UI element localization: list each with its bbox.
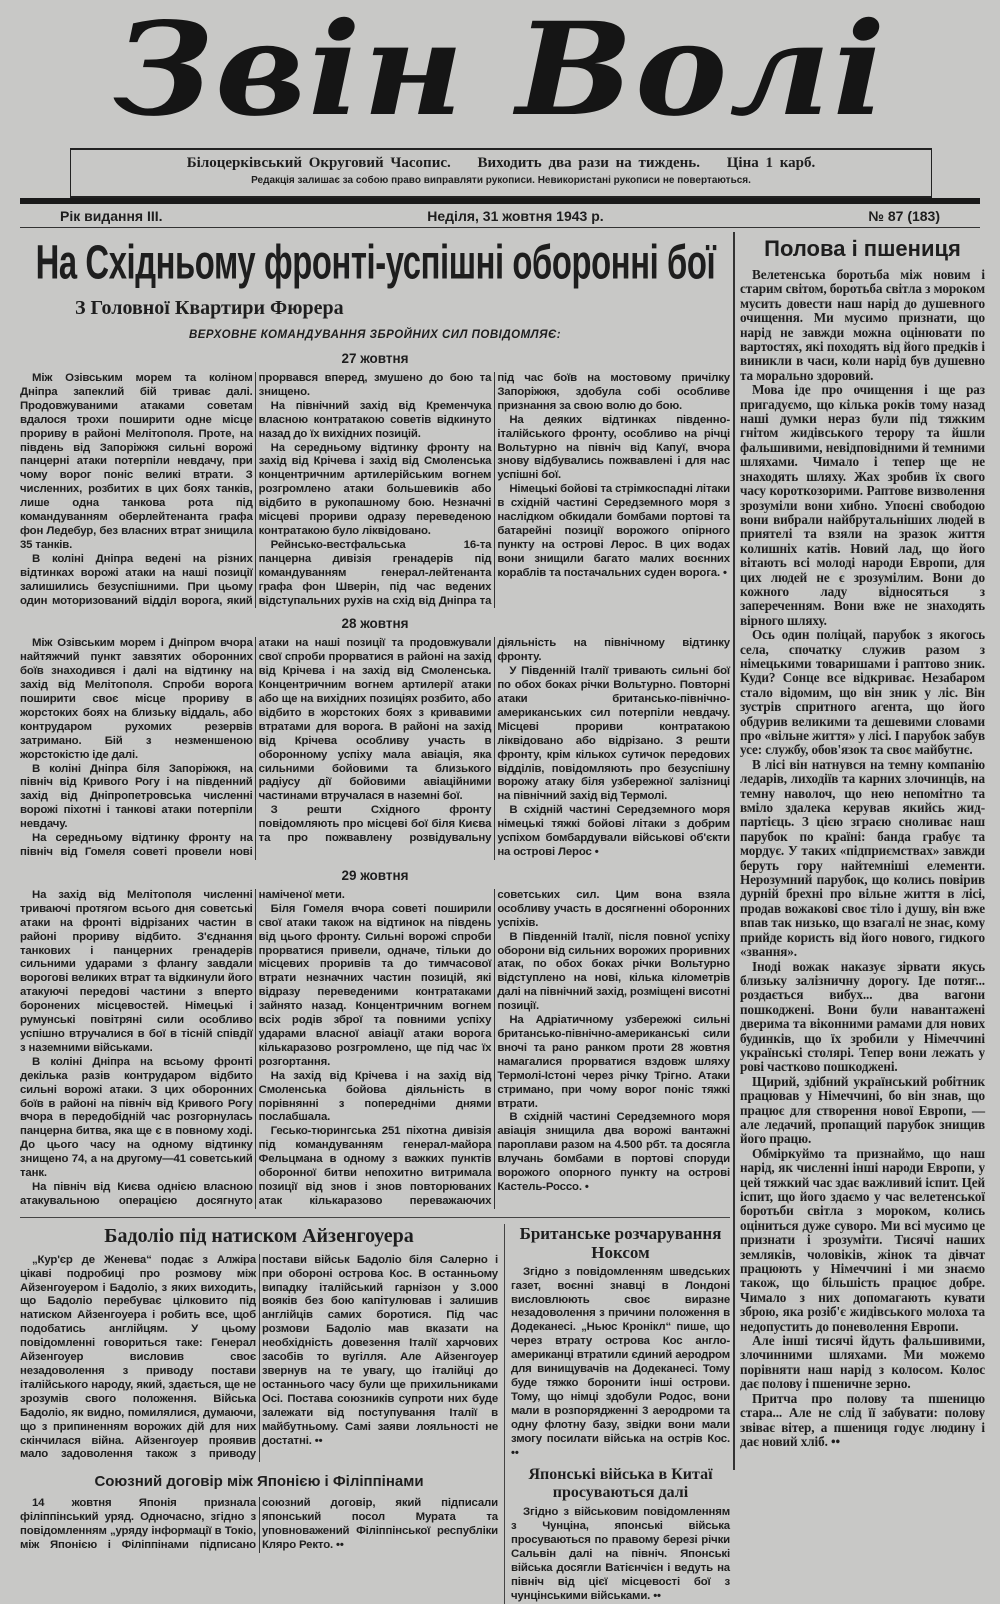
paragraph: На середньому відтинку фронту на північ від Гомеля советі провели нові атаки на наші позиції та продовжували свої спроби прорватися в районі на захід від Крічева і на захід від Смоленська. Концентричним вогнем артилерії атаки або ще на вихідних позиціях розбито, або відбито в жорстоких боях з кривавими втратами для ворога. В районі на захід від Крічева особливу участь в оборонному успіху мала авіація, яка сильними бойовими та близького радіусу дії бойовими авіаційними частинами втручалася в наземні бої.: [20, 637, 492, 858]
subheadline: З Головної Квартири Фюрера: [75, 297, 344, 319]
paragraph: 14 жовтня Японія признала філіппінський уряд. Одночасно, згідно з повідомленням „уряду інформації в Токіо, між Японією і Філіппінами підписано союзний договір, який підписали японський посол Мурата та уповноважений Філіппінської республіки Кляро Ректо. ••: [20, 1497, 498, 1552]
paragraph: Мова іде про очищення і ще раз пригадуємо, що кілька років тому назад наші думки нераз були під тяжким гнітом жидівського терору та йшли фальшивими, невідповідними й темними шляхами. Чимало і тепер ще не знаходять шляху. Жах зробив їх свого часу короткозорими. Раптове визволення зрозуміли вони хибно. Упоєні свободою вони вибрали найбрутальніших людей в приятелі та взяли на зразок життя колишніх катів. Новий лад, що його вітають всі молоді народи Европи, для цих людей не є зрозумілим. Вони до кожного ладу відносяться з запереченням. Вони вже не знаходять вірного шляху.: [740, 382, 985, 628]
paragraph: На середньому відтинку фронту на захід від Крічева і захід від Смоленська концентричним артилерійським вогнем розгромлено атаки большевиків або відбито в рукопашному бою. Незначні місцеві прориви одразу переведеною контратакою було ліквідовано.: [258, 441, 492, 537]
paragraph: Між Озівським морем і Дніпром вчора найтяжчий пункт завзятих оборонних боїв знаходився і далі на відтинку на захід від Мелітополя. Спроби ворога поширити своє місце прориву в жорстоких боях на близьку віддаль, або контрударом рухомих резервів затримано. Бій з незменшеною жорстокістю іде далі.: [20, 637, 253, 761]
badoglio-article: [20, 1254, 498, 1463]
paragraph: В східній частині Середземного моря німецькі тяжкі бойові літаки з добрим успіхом бомбардували військові об'єкти на острові Лерос •: [497, 804, 730, 858]
editorial-article: [740, 268, 985, 1449]
paragraph: На захід від Мелітополя численні триваючі протягом всього дня советські атаки на фронті відрізаних частин в районі прориву відбито. З'єднання танкових і панцерних гренадерів сильними ударами з флангу завдали ворогові великих втрат та відкинули його атакуючі передові частини з вперто боронених місцевостей. Німецькі і румунські повітряні сили особливо успішно втручалися в бої в тісній співдії з наземними військами.: [20, 888, 253, 1054]
paragraph: Рейнсько-вестфальська 16-та панцерна дивізія гренадерів під командуванням генерал-лейтенанта графа фон Шверін, під час ведених відступальних рухів на схід від Дніпра та під час боїв на мостовому причілку Запоріжжя, здобула собі особливе признання за свою волю до бою.: [258, 372, 730, 607]
paragraph: Щирий, здібний український робітник працював у Німеччині, бо він знав, що працює для створення нової Европи, — але ледачий, пропащий парубок знищив його працю.: [740, 1073, 985, 1147]
paragraph: В коліні Дніпра біля Запоріжжя, на північ від Кривого Рогу і на південний захід від Дніпропетровська численні ворожі піхотні і танкові атаки потерпіли невдачу.: [20, 762, 253, 831]
paragraph: В коліні Дніпра на всьому фронті декілька разів контрударом відбито сильні ворожі атаки. З цих оборонних боїв в районі на північ від Кривого Рогу вчора в передобідній час розгорнулась панцерна битва, яка ще є в повному ході. До цього часу на одному відтинку знищено 74, а на другому—41 советський танк.: [20, 1055, 253, 1180]
bottom-left-articles: [20, 1224, 498, 1604]
paragraph: Велетенська боротьба між новим і старим світом, боротьба світла з мороком мусить довести наш нарід до душевного очищення. Ми мусимо признати, що нарід не завжди можна оцінювати по вартостях, які походять від його предків і виникли в часи, коли нарід був душевно та морально здоровий.: [740, 267, 985, 383]
report-28-october: [20, 637, 730, 860]
paragraph: У Південній Італії тривають сильні бої по обох боках річки Вольтурно. Повторні атаки британсько-північно-американських сил потерпіли невдачу. Місцеві прориви контратакою ліквідовано або відрізано. З решти фронту, крім кількох сутичок передових відділів, повідомляють про безуспішну ворожу атаку біля узбережної залізниці на північний захід від Термолі.: [497, 665, 730, 803]
paragraph: В коліні Дніпра ведені на різних відтинках ворожі атаки на наші позиції залишились безуспішними. При цьому один моторизований відділ ворога, який прорвався вперед, змушено до бою та знищено.: [20, 372, 492, 607]
paragraph: З решти Східного фронту повідомляють про місцеві бої біля Києва та про пожвавлену розвідувальну діяльність на північному відтинку фронту.: [258, 637, 730, 845]
column-divider: [504, 1224, 505, 1604]
divider: [20, 227, 980, 228]
paragraph: Між Озівським морем та коліном Дніпра запеклий бій триває далі. Продовжуваними атаками советам вдалося трохи поширити одне місце прориву в районі Мелітополя. Проте, на південь від Запоріжжя сильні ворожі панцерні атаки потерпіли невдачу, при чому ворог поніс великі втрати. З численних, розбитих в цих боях танків, лише одна танкова рота під командуванням оберлейтенанта графа фон Ледебур, без власних втрат знищила 35 танків.: [20, 372, 253, 551]
paragraph: Згідно з військовим повідомленням з Чунціна, японські війська просуваються по правому березі річки Сальвін далі на північ. Японські війська досягли Ватієнчієн і ведуть на північ від цієї місцевості бої з чунцінськими військами. ••: [511, 1506, 730, 1602]
paragraph: Гесько-тюрингська 251 піхотна дивізія під командуванням генерал-майора Фельцмана в одному з важких пунктів оборонної битви непохитно витримала позиції від знов і знов повторюваних атак кількаразово переважаючих советських сил. Цим вона взяла особливу участь в досягненні оборонних успіхів.: [258, 888, 730, 1207]
union-treaty-article: [20, 1497, 498, 1553]
publication-frequency: Виходить два рази на тиждень.: [477, 155, 700, 171]
paragraph: В лісі він натнувся на темну компанію ледарів, лиходіїв та карних злочинців, на темну наволоч, що нею непомітно та вміло здалека керував якийсь жид-партієць. З цією зграєю сноливає наш парубок по країні: банда грабує та мордує. У таких «підприємствах» завжди беруть гору найтемніші елементи. Нерозумний парубок, що колись повірив дурній брехні про вільне життя в лісі, продав вожакові своє тіло і душу, він вже впав так низько, що взагалі не знає, кому прийде користь від його нового, гидкого «звання».: [740, 756, 985, 960]
paragraph: „Кур'єр де Женева“ подає з Алжіра цікаві подробиці про розмову між Айзенгоуером і Бадоліо, з яких виходить, що Бадоліо перебуває цілковито під натиском Айзенгоуера і робить все, щоб подобатись англійцям. У цьому повідомленні говориться таке: Генерал Айзенгоуер висловив своє незадоволення з приводу постави італійського народу, який, здається, ще не зрозумів свого положення. Війська Бадоліо, як видно, помилялися, думаючи, що з припиненням ворожих дій для них скінчилася війна. Айзенгоуер проявив мало задоволення також з приводу постави військ Бадоліо біля Салерно і при обороні острова Кос. В останньому випадку італійський гарнізон у 3.000 вояків без бою капітулював і залишив англійців самих боротися. Під час розмови Бадоліо мав вказати на необхідність довезення Італії харчових засобів то вугілля. Але Айзенгоуер звернув на те увагу, що італійці до останнього часу були ще прихильниками Осі. Постава союзників супроти них буде залежати від поступування Італії в майбутньому. Самі заяви лояльності не достатні. ••: [20, 1253, 498, 1461]
british-article: [511, 1266, 730, 1461]
price: Ціна 1 карб.: [726, 155, 816, 171]
paper-description: Білоцерківський Округовий Часопис.: [186, 155, 451, 171]
paragraph: Ось один поліцай, парубок з якогось села, спочатку служив разом з німецькими товаришами і раптово зник. Куди? Сонце все відкриває. Незабаром стало відомим, що він зник у ліс. Він зустрів спритного агента, що його обдурив великими та дешевими словами про «вільне життя» у лісі. І парубок забув усе: службу, обов'язок та своє майбутнє.: [740, 627, 985, 758]
paragraph: Обміркуймо та признаймо, що наш нарід, як численні інші народи Европи, у цей тяжкий час здає важливий іспит. Цей іспит, що його здаємо у час велетенської боротьби світла з мороком, колись оціниться дуже суворо. Ми всі мусимо це признати і зрозуміти. Тисячі наших земляків, чоловіків, жінок та дівчат працюють у Німеччині і ми знаємо також, що більшість працює добре. Чимало з них допомагають кувати зброю, яка розіб'є жидівського молоха та недопустить до поневолення Европи.: [740, 1145, 985, 1334]
report-27-october: [20, 372, 730, 608]
paragraph: Згідно з повідомленням шведських газет, воєнні знавці в Лондоні висловлюють своє виразне незадоволення з причини положення в Додеканесі. „Ньюс Кронікл“ пише, що через втрату острова Кос англо-американці втратили єдиний аеродром для винищувачів на Додеканесі. Тому буде тяжко боронити інші острови. Тому, що німці здобули Родос, вони мали в розпорядженні 3 аеродроми та одну флотну базу, звідки вони мали змогу посилати війська на острів Кос. ••: [511, 1265, 730, 1459]
masthead-title: Звін Волі: [112, 0, 888, 140]
paragraph: Іноді вожак наказує зірвати якусь близьку залізничну дорогу. Іде потяг... роздається вибух... два вагони пошкоджені. Вони були навантажені дверима та віконними рамами для нових будинків, що їх зробили у Німеччині українські столярі. Тепер вони лежать у рові частково пошкоджені.: [740, 958, 985, 1075]
paragraph: На Адріатичному узбережжі сильні британсько-північно-американські сили вночі та рано ранком проти 28 жовтня намагалися прорватися вздовж шляху Термолі-Істоні через річку Трігно. Атаки стримано, при чому ворог поніс тяжкі втрати.: [497, 1014, 730, 1110]
column-divider: [733, 232, 735, 1470]
bottom-articles: [20, 1224, 730, 1604]
publication-info-box: [70, 148, 932, 198]
issue-number: № 87 (183): [868, 208, 940, 224]
japan-china-article: [511, 1506, 730, 1603]
date-heading-29: 29 жовтня: [341, 867, 409, 883]
header-rule: [20, 198, 980, 204]
bottom-right-articles: [511, 1224, 730, 1604]
paragraph: На північ від Києва однією власною атакувальною операцією досягнуто наміченої мети.: [20, 888, 345, 1207]
paragraph: На захід від Крічева і на захід від Смоленська бойова діяльність в порівнянні з попередніми днями послабшала.: [258, 1069, 492, 1124]
british-article-title: Британське розчарування Ноксом: [519, 1223, 722, 1262]
paragraph: На північний захід від Кременчука власною контратакою советів відкинуто назад до їх вихідних позицій.: [258, 399, 492, 440]
main-headline: [20, 232, 730, 294]
front-page-news: [20, 232, 730, 1604]
paragraph: На деяких відтинках південно-італійського фронту, особливо на річці Вольтурно на північ від Капуї, вчора знову відбувались пожвавлені і для нас успішні бої.: [497, 413, 730, 482]
paragraph: Біля Гомеля вчора советі поширили свої атаки також на відтинок на південь від цього фронту. Сильні ворожі спроби прорватися привели, одначе, тільки до місцевих проривів та до тимчасової втрати незначних частин позицій, які відразу переведеними контратаками зайнято назад. Концентричним вогнем всіх родів зброї та повними успіху ударами власної авіації атаки ворога кількаразово розгромлено, ще під час їх розгортання.: [258, 902, 492, 1068]
report-29-october: [20, 889, 730, 1209]
editorial-notice: Редакція залишає за собою право виправляти рукописи. Невикористані рукописи не повертаються.: [251, 175, 751, 186]
paragraph: Німецькі бойові та стрімкоспадні літаки в східній частині Середземного моря з наслідком обкидали бомбами портові та батарейні позиції ворожого опірного пункту на острові Лерос. В цих водах вони знищили багато малих воєнних кораблів та постачальних суден ворога. •: [497, 483, 730, 579]
publication-year: Рік видання III.: [60, 208, 163, 224]
issue-date: Неділя, 31 жовтня 1943 р.: [427, 208, 604, 224]
masthead-logo: [0, 0, 1000, 140]
paragraph: В східній частині Середземного моря авіація знищила два ворожі вантажні пароплави разом на 4.500 рбт. та досягла влучань бомбами в портові споруди ворожого опорного пункту на острові Кастель-Россо. •: [497, 1111, 730, 1193]
section-divider: [20, 1217, 730, 1218]
badoglio-title: Бадоліо під натиском Айзенгоуера: [104, 1224, 414, 1247]
headline-text: На Східньому фронті-успішні оборонні бої: [35, 236, 715, 290]
date-heading-28: 28 жовтня: [341, 616, 409, 632]
japan-china-title: Японські війська в Китаї просуваються далі: [528, 1466, 713, 1502]
command-announcement: ВЕРХОВНЕ КОМАНДУВАННЯ ЗБРОЙНИХ СИЛ ПОВІДОМЛЯЄ:: [188, 329, 562, 341]
paragraph: Притча про полову та пшеницю стара... Але не слід її забувати: полову звіває вітер, а пшениця годує людину і дає новий хліб. ••: [740, 1390, 985, 1449]
paragraph: Але інші тисячі йдуть фальшивими, злочинними шляхами. Ми можемо порівняти наш нарід з колосом. Колос дає полову і пшеничне зерно.: [740, 1333, 985, 1392]
paragraph: В Південній Італії, після повної успіху оборони від сильних ворожих проривних атак, по обох боках річки Вольтурно відступлено на нові, кілька кілометрів далі на північний захід, розміщені висотні позиції.: [497, 930, 730, 1013]
editorial-column: [740, 236, 985, 1449]
union-treaty-title: Союзний договір між Японією і Філіппінами: [94, 1473, 424, 1491]
editorial-title: Полова і пшениця: [764, 236, 961, 261]
date-heading-27: 27 жовтня: [341, 351, 409, 366]
issue-info-row: [60, 207, 940, 225]
